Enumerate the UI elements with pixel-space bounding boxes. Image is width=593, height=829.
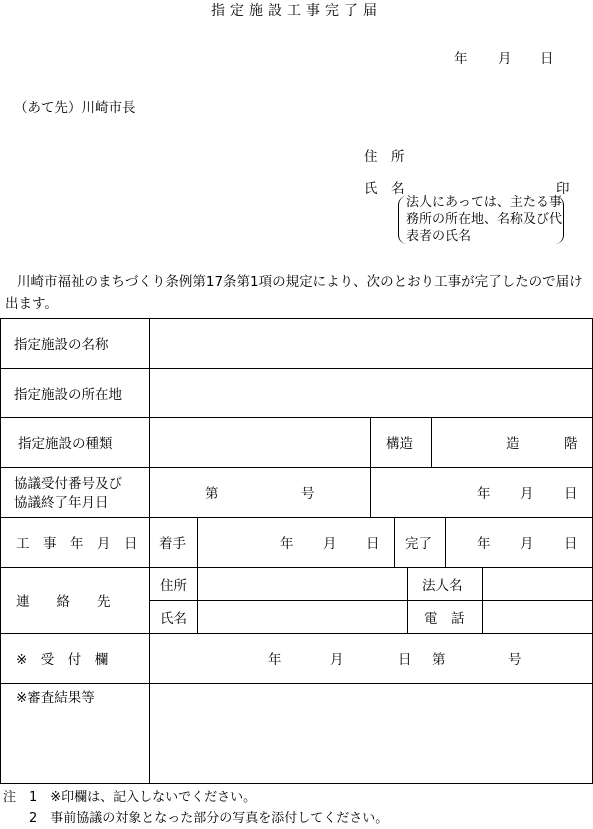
notes xyxy=(3,787,388,829)
construction-dates-label: 工 事 年 月 日 xyxy=(16,536,138,552)
contact-name-label: 氏名 xyxy=(160,610,187,627)
column-divider xyxy=(149,318,150,784)
finish-label: 完了 xyxy=(405,536,432,552)
facility-name-label: 指定施設の名称 xyxy=(14,337,109,353)
table-border xyxy=(0,783,593,784)
column-divider xyxy=(445,517,446,567)
zou-label: 造 xyxy=(506,436,520,452)
facility-location-label: 指定施設の所在地 xyxy=(14,386,122,403)
finish-day: 日 xyxy=(564,536,578,552)
column-divider xyxy=(197,517,198,567)
seal-mark: 印 xyxy=(556,181,570,197)
consult-month: 月 xyxy=(520,486,534,502)
column-divider xyxy=(394,517,395,567)
finish-month: 月 xyxy=(520,536,534,552)
column-divider xyxy=(370,467,371,517)
applicant-name-label: 氏 名 xyxy=(364,181,405,197)
review-label: ※審査結果等 xyxy=(16,690,95,706)
facility-type-label: 指定施設の種類 xyxy=(18,436,113,452)
start-label: 着手 xyxy=(159,536,186,552)
finish-year: 年 xyxy=(477,536,491,552)
completion-form-table xyxy=(0,318,593,784)
column-divider xyxy=(197,567,198,633)
phone-label: 電 話 xyxy=(424,610,465,627)
reception-year: 年 xyxy=(268,652,282,668)
reception-month: 月 xyxy=(330,652,344,668)
reception-day: 日 xyxy=(398,652,412,668)
column-divider xyxy=(370,417,371,467)
corporate-note: 法人にあっては、主たる事務所の所在地、名称及び代表者の氏名 xyxy=(406,195,563,244)
intro-paragraph: 川崎市福祉のまちづくり条例第17条第1項の規定により、次のとおり工事が完了したので届け出ます。 xyxy=(5,274,583,312)
date-day-label: 日 xyxy=(540,51,554,67)
contact-address-label: 住所 xyxy=(160,577,187,594)
consult-year: 年 xyxy=(477,486,491,502)
consult-label-line2: 協議終了年月日 xyxy=(14,495,109,511)
reception-label: ※ 受 付 欄 xyxy=(16,652,109,668)
date-month-label: 月 xyxy=(498,51,512,67)
column-divider xyxy=(482,567,483,633)
row-divider xyxy=(0,467,593,468)
consult-number-dai: 第 xyxy=(205,486,219,502)
kai-label: 階 xyxy=(564,436,578,452)
start-year: 年 xyxy=(280,536,294,552)
structure-label: 構造 xyxy=(386,436,413,452)
column-divider xyxy=(431,417,432,467)
row-divider xyxy=(149,600,593,601)
consult-label-line1: 協議受付番号及び xyxy=(14,476,122,492)
contact-label: 連 絡 先 xyxy=(16,594,111,610)
addressee: （あて先）川崎市長 xyxy=(14,100,136,116)
note-2: 2 事前協議の対象となった部分の写真を添付してください。 xyxy=(3,811,389,826)
reception-gou: 号 xyxy=(508,652,522,668)
corp-name-label: 法人名 xyxy=(422,577,463,594)
note-1: 注 1 ※印欄は、記入しないでください。 xyxy=(3,790,257,805)
reception-dai: 第 xyxy=(432,652,446,668)
start-month: 月 xyxy=(323,536,337,552)
consult-number-gou: 号 xyxy=(301,486,315,502)
table-border xyxy=(0,318,1,784)
date-year-label: 年 xyxy=(454,51,468,67)
start-day: 日 xyxy=(366,536,380,552)
consult-day: 日 xyxy=(564,486,578,502)
document-title: 指定施設工事完了届 xyxy=(211,3,382,19)
applicant-address-label: 住 所 xyxy=(364,149,405,165)
column-divider xyxy=(407,567,408,633)
